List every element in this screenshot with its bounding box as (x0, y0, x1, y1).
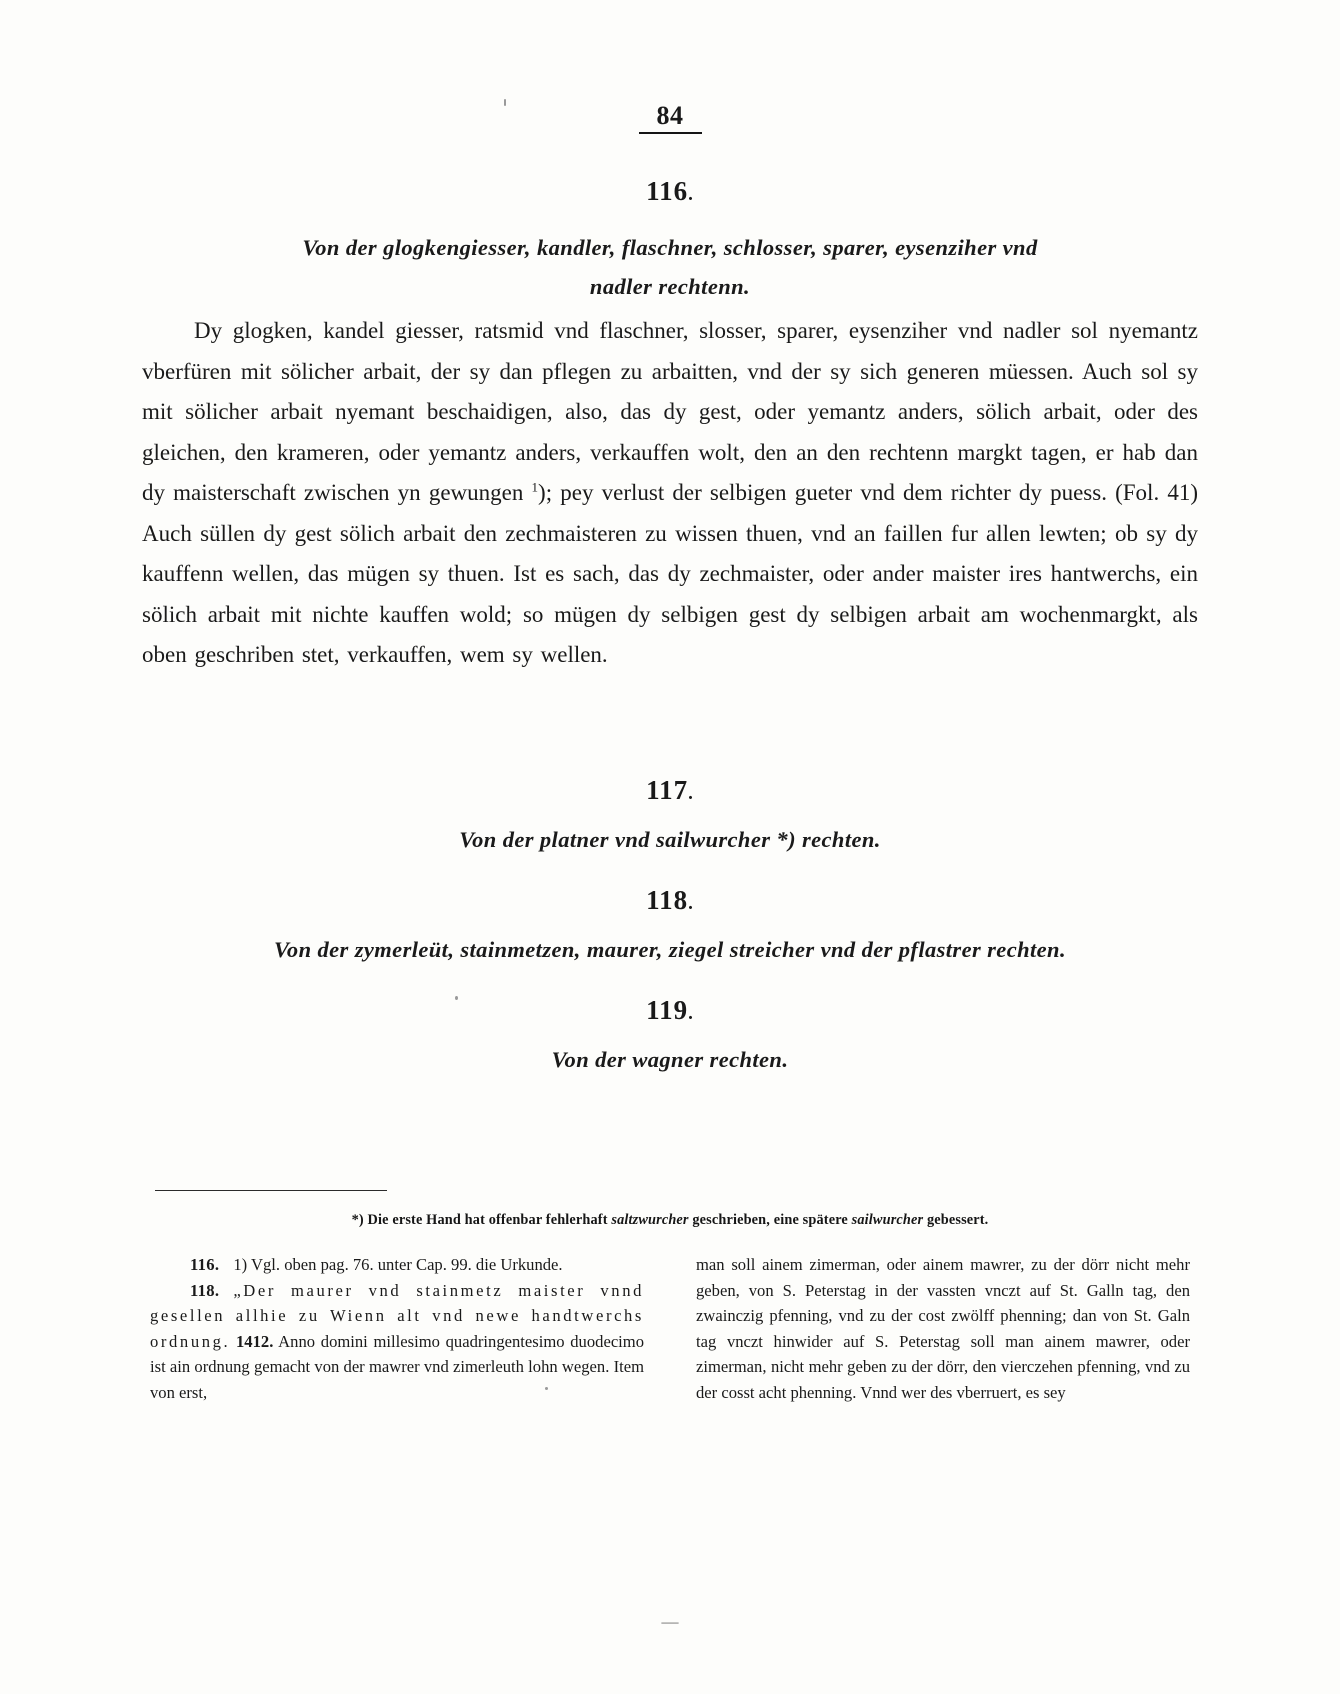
section-number-dot: . (688, 893, 694, 914)
footnote-columns (150, 1252, 1190, 1406)
footnote-star-marker: *) (351, 1212, 364, 1228)
section-title-116-line1: Von der glogkengiesser, kandler, flaschner, schlosser, sparer, eysenziher vnd (302, 235, 1038, 260)
footnote-star-text-before: Die erste Hand hat offenbar fehlerhaft (363, 1212, 612, 1228)
footnote-note-118-rest: Anno domini millesimo quadringentesimo duodecimo ist ain ordnung gemacht von der mawrer vnd zimerleuth lohn wegen. Item von erst, (150, 1331, 644, 1402)
page-number: 84 (639, 103, 702, 134)
page-header (0, 103, 1340, 134)
scan-speck (455, 996, 458, 1000)
section-number-118: 118. (646, 885, 694, 915)
footnote-note-118-continued: man soll ainem zimerman, oder ainem mawrer, zu der dörr nicht mehr geben, von S. Peterstag in der vassten vnczt auf St. Galln tag, den zwainczig pfenning, vnd zu der cost zwölff phenning; dan von St. Galn tag vnczt hinwider auf S. Peterstag soll man ainem mawrer, oder zimerman, nicht mehr geben zu der dörr, den vierczehen pfenning, vnd zu der cosst acht phenning. Vnnd wer des vberruert, es sey (696, 1255, 1190, 1402)
footnote-reference-1[interactable]: 1 (531, 479, 539, 495)
footnote-star-italic-2: sailwurcher (851, 1212, 924, 1228)
footnote-column-right (696, 1252, 1190, 1406)
body-text-part2: ); pey verlust der selbigen gueter vnd dem richter dy puess. (Fol. 41) Auch süllen dy gest sölich arbait den zechmaisteren zu wissen thuen, vnd an faillen fur allen lewten; ob sy dy kauffenn wellen, das mügen sy thuen. Ist es sach, das dy zechmaister, oder ander maister ires hantwerchs, ein sölich arbait mit nichte kauffen wold; so mügen dy selbigen gest dy selbigen arbait am wochenmargkt, als oben geschriben stet, verkauffen, wem sy wellen. (142, 480, 1199, 667)
footnote-star-italic-1: saltzwurcher (611, 1212, 689, 1228)
body-text-part1: Dy glogken, kandel giesser, ratsmid vnd flaschner, slosser, sparer, eysenziher vnd nadler sol nyemantz vberfüren mit sölicher arbait, der sy dan pflegen zu arbaitten, vnd der sy sich generen müessen. Auch sol sy mit sölicher arbait nyemant beschaidigen, also, das dy gest, oder yemantz anders, sölich arbait, oder des gleichen, den krameren, oder yemantz anders, verkauffen wolt, den an den rechtenn margkt tagen, er hab dan dy maisterschaft zwischen yn gewungen (142, 318, 1198, 505)
section-title-117: Von der platner vnd sailwurcher *) rechten. (459, 827, 881, 852)
body-paragraph-116 (142, 311, 1198, 676)
footnote-star-text-after: gebessert. (923, 1212, 989, 1228)
section-number-119: 119. (646, 995, 694, 1025)
footnote-note-116-marker: 1) (233, 1255, 248, 1274)
footnote-note-118-number: 118. (190, 1280, 220, 1300)
page-bottom-mark: — (661, 1612, 679, 1631)
footnote-star-text-middle: geschrieben, eine spätere (688, 1212, 852, 1228)
section-title-118: Von der zymerleüt, stainmetzen, maurer, ziegel streicher vnd der pflastrer rechten. (274, 937, 1066, 962)
footnote-star (150, 1212, 1190, 1229)
footnote-note-116-text: Vgl. oben pag. 76. unter Cap. 99. die Urkunde. (251, 1255, 563, 1274)
scan-speck (545, 1387, 548, 1390)
footnote-column-left (150, 1252, 644, 1406)
section-title-119: Von der wagner rechten. (551, 1047, 789, 1072)
section-number-dot: . (688, 783, 694, 804)
footnote-note-118-quote: „Der maurer vnd stainmetz maister vnnd gesellen allhie zu Wienn alt vnd newe handtwerchs ordnung. (150, 1280, 644, 1351)
section-number-116: 116. (646, 176, 694, 206)
section-title-116-line2: nadler rechtenn. (589, 274, 751, 299)
footnote-note-118 (150, 1278, 644, 1406)
scan-speck (504, 99, 506, 106)
section-number-dot: . (688, 184, 694, 205)
footnote-note-118-year: 1412. (236, 1331, 274, 1351)
section-number-117: 117. (646, 775, 694, 805)
footnote-note-116-number: 116. (190, 1255, 220, 1274)
section-number-dot: . (688, 1003, 694, 1024)
footnote-note-116 (150, 1252, 644, 1278)
footnote-separator-rule (155, 1190, 387, 1191)
